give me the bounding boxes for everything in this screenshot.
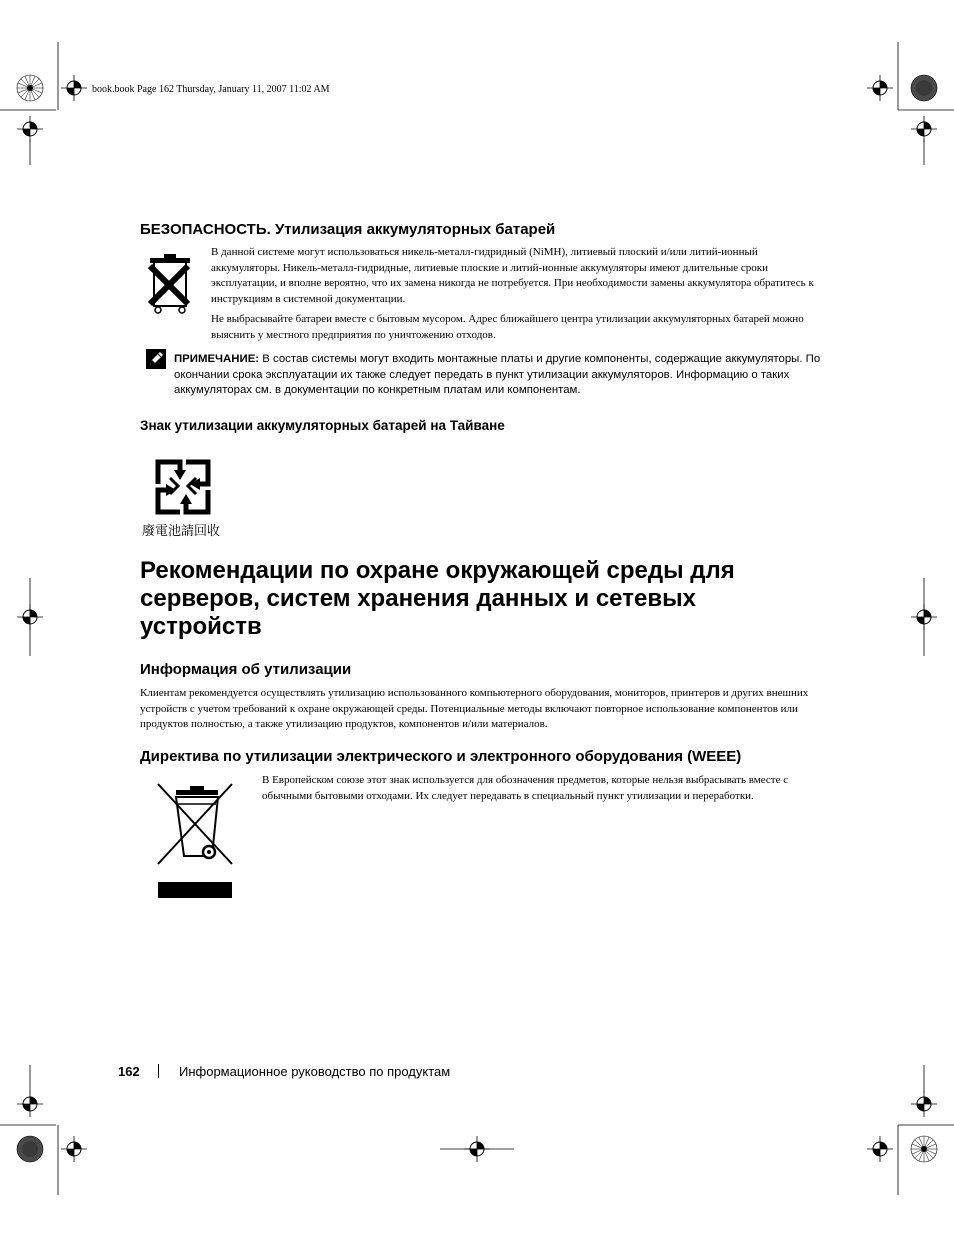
note-pencil-icon <box>146 349 166 369</box>
recycling-info-title: Информация об утилизации <box>140 661 352 678</box>
taiwan-recycle-logo <box>152 456 214 518</box>
env-section-title: Рекомендации по охране окружающей среды для серверов, систем хранения данных и сетевых устройств <box>140 557 735 640</box>
footer-doc-title: Информационное руководство по продуктам <box>179 1064 451 1079</box>
taiwan-section-title: Знак утилизации аккумуляторных батарей на Тайване <box>140 418 505 433</box>
crossed-out-wheelie-bin-icon <box>154 780 236 900</box>
footer-separator <box>158 1064 159 1078</box>
weee-section-title: Директива по утилизации электрического и электронного оборудования (WEEE) <box>140 748 742 765</box>
battery-paragraph-1: В данной системе могут использоваться никель-металл-гидридный (NiMH), литиевый плоский и/или литий-ионный аккумуляторы. Никель-металл-гидридные, литиевые плоские и литий-ионные аккумуляторы имеют длительные сроки эксплуатации, и вполне вероятно, что их замена никогда не потребуется. При необходимости замены аккумулятора обратитесь к инструкциям в системной документации. <box>211 246 814 305</box>
weee-text: В Европейском союзе этот знак используется для обозначения предметов, которые нельзя выбрасывать вместе с обычными бытовыми отходами. Их следует передавать в специальный пункт утилизации и переработки. <box>262 774 789 802</box>
battery-section-title: БЕЗОПАСНОСТЬ. Утилизация аккумуляторных батарей <box>140 221 556 238</box>
crossed-out-battery-bin-icon <box>144 252 200 318</box>
page-number: 162 <box>118 1064 140 1079</box>
taiwan-logo-caption: 廢電池請回收 <box>142 523 221 538</box>
recycling-info-text: Клиентам рекомендуется осуществлять утилизацию использованного компьютерного оборудования, мониторов, принтеров и других внешних устройств с учетом требований к охране окружающей среды. Потенциальные методы включают повторное использование компонентов или продуктов полностью, а также утилизацию продуктов, компонентов и/или материалов. <box>140 687 809 730</box>
note-text: В состав системы могут входить монтажные платы и другие компоненты, содержащие аккумуляторы. По окончании срока эксплуатации их также следует передать в пункт утилизации аккумуляторов. Информацию о таких аккумуляторах см. в документации по конкретным платам или компонентам. <box>174 353 821 396</box>
note-label: ПРИМЕЧАНИЕ: <box>174 353 260 365</box>
print-header: book.book Page 162 Thursday, January 11, 2007 11:02 AM <box>92 84 330 95</box>
note-block <box>174 352 824 399</box>
battery-paragraph-2: Не выбрасывайте батареи вместе с бытовым мусором. Адрес ближайшего центра утилизации аккумуляторных батарей можно выяснить у местного предприятия по уничтожению отходов. <box>211 313 804 341</box>
